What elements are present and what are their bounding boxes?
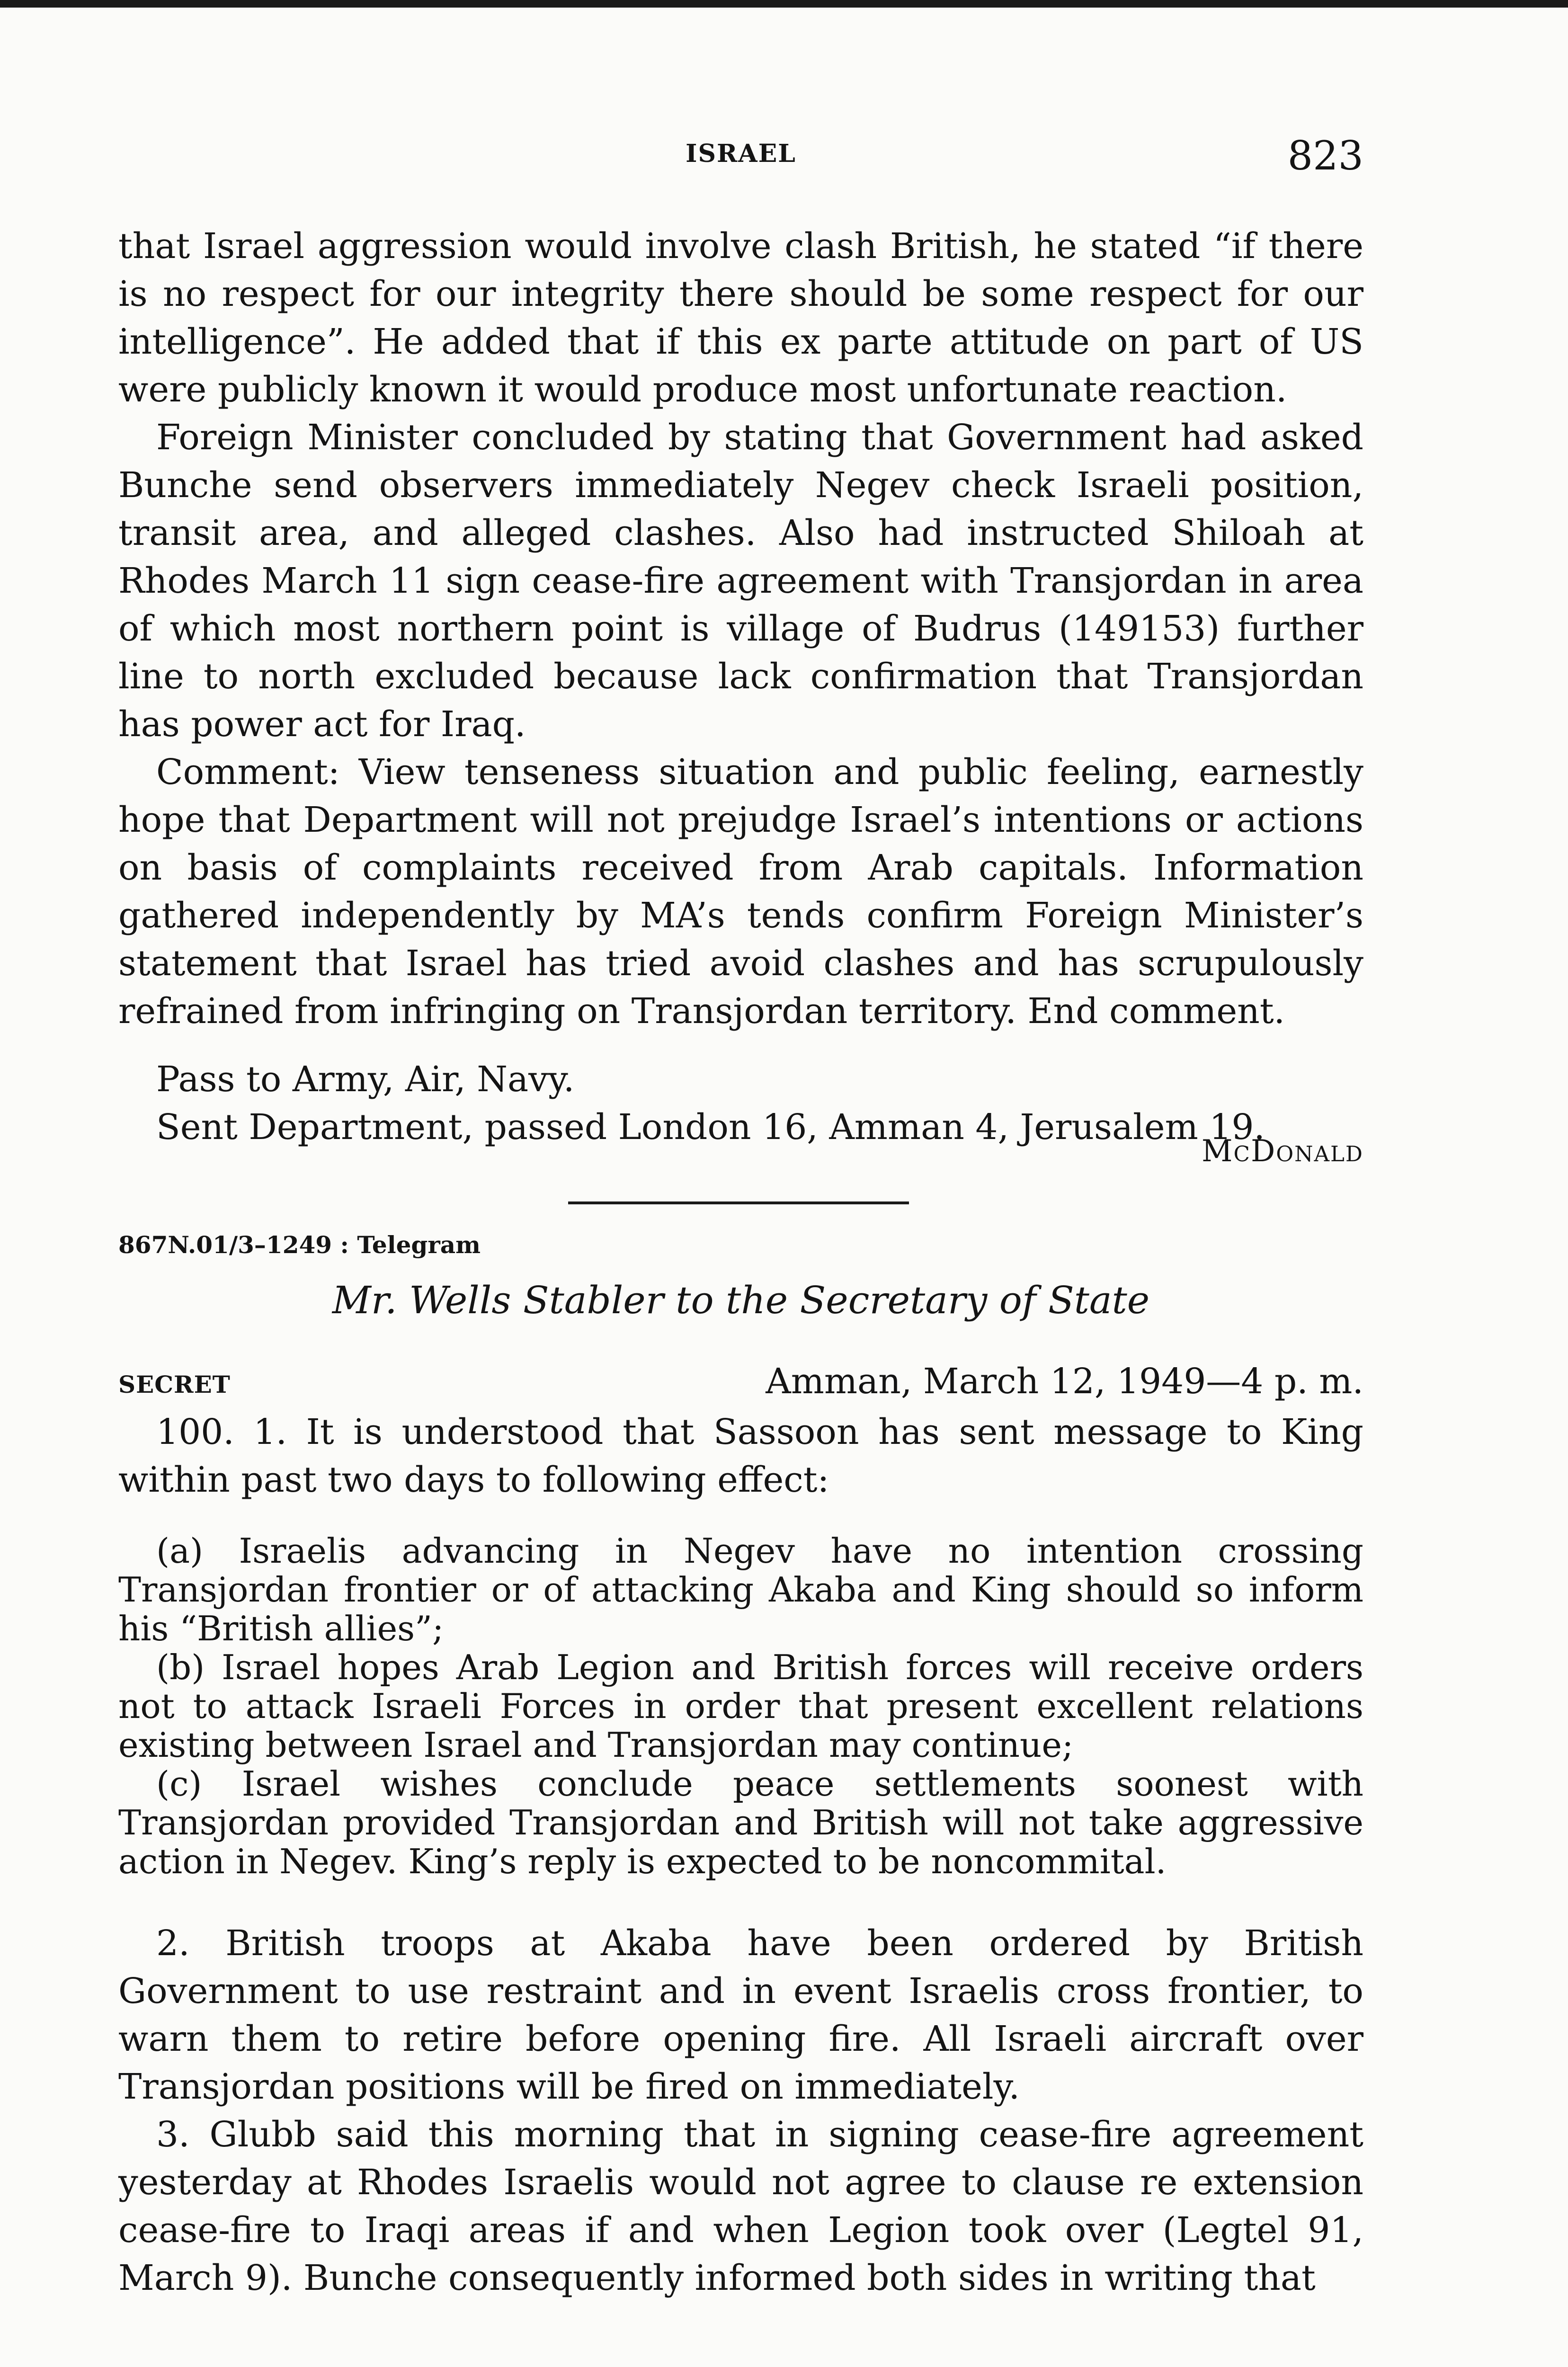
dateline: Amman, March 12, 1949—4 p. m. [766,1361,1363,1402]
text-block-mid [118,1056,1363,1151]
comment-paragraph: Comment: View tenseness situation and public feeling, earnestly hope that Department will not prejudge Israel’s intentions or actions on basis of complaints received from Arab capitals. Information gathered independently by MA’s tends confirm Foreign Minister’s statement that Israel has tried avoid clashes and has scrupulously refrained from infringing on Transjordan territory. End comment. [118,752,1363,1032]
subpoint: (b) Israel hopes Arab Legion and British forces will receive orders not to attack Israeli Forces in order that present excellent relations existing between Israel and Transjordan may continue; [118,1647,1363,1765]
intro-block [118,1408,1363,1504]
text-block-top [118,222,1363,1035]
running-head: ISRAEL [686,139,796,168]
numbered-paragraph: 2. British troops at Akaba have been ordered by British Government to use restraint and in event Israelis cross frontier, to warn them to retire before opening fire. All Israeli aircraft over Transjordan positions will be fired on immediately. [118,1923,1363,2107]
page-header [118,133,1363,185]
paragraph: Sent Department, passed London 16, Amman 4, Jerusalem 19. [156,1107,1265,1148]
section-divider [568,1201,909,1204]
paragraph: Pass to Army, Air, Navy. [156,1059,575,1100]
numbered-paragraph: 3. Glubb said this morning that in signing cease-fire agreement yesterday at Rhodes Israelis would not agree to clause re extension cease-fire to Iraqi areas if and when Legion took over (Legtel 91, March 9). Bunche consequently informed both sides in writing that [118,2114,1363,2298]
paragraph: 100. 1. It is understood that Sassoon has sent message to King within past two days to following effect: [118,1412,1363,1500]
signature: McDonald [1201,1134,1363,1169]
paragraph: that Israel aggression would involve clash British, he stated “if there is no respect for our integrity there should be some respect for our intelligence”. He added that if this ex parte attitude on part of US were publicly known it would produce most unfortunate reaction. [118,226,1363,410]
document-heading: Mr. Wells Stabler to the Secretary of State [332,1278,1150,1322]
scan-edge [0,0,1568,8]
file-reference: 867N.01/3–1249 : Telegram [118,1231,481,1259]
subpoint: (a) Israelis advancing in Negev have no intention crossing Transjordan frontier or of attacking Akaba and King should so inform his “British allies”; [118,1531,1363,1648]
paragraph: Foreign Minister concluded by stating that Government had asked Bunche send observers immediately Negev check Israeli position, transit area, and alleged clashes. Also had instructed Shiloah at Rhodes March 11 sign cease-fire agreement with Transjordan in area of which most northern point is village of Budrus (149153) further line to north excluded because lack confirmation that Transjordan has power act for Iraq. [118,417,1363,745]
page-number: 823 [1287,133,1363,179]
subpoint: (c) Israel wishes conclude peace settlements soonest with Transjordan provided Transjordan and British will not take aggressive action in Negev. King’s reply is expected to be noncommital. [118,1764,1363,1881]
numbered-block [118,1920,1363,2302]
classification: SECRET [118,1370,231,1398]
subpoint-block [118,1531,1363,1881]
